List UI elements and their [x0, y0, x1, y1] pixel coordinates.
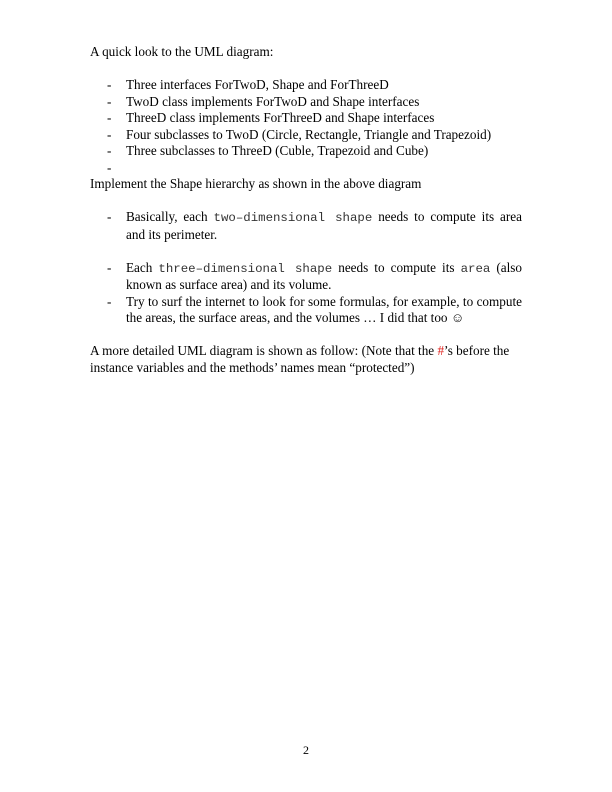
text-segment: Basically, each: [126, 209, 214, 224]
text-segment: (also known as surface area) and its volume.: [126, 259, 523, 292]
dash-bullet: -: [107, 93, 112, 109]
text-segment: needs to compute its area and its perimeter.: [126, 209, 523, 242]
list-item-text: Four subclasses to TwoD (Circle, Rectangle, Triangle and Trapezoid): [126, 126, 492, 142]
hash-symbol: #: [437, 343, 445, 358]
list-item-text: Three interfaces ForTwoD, Shape and ForThreeD: [126, 77, 389, 92]
text-segment: ’s before the instance variables and the methods’ names mean “protected”): [90, 343, 510, 375]
dash-bullet: -: [107, 77, 112, 92]
requirements-list: [90, 209, 522, 243]
dash-bullet: -: [107, 126, 112, 142]
list-item: [90, 260, 522, 294]
dash-bullet: -: [107, 293, 112, 309]
list-item: [90, 110, 522, 127]
detail-note-paragraph: [90, 343, 522, 376]
code-term: two–dimensional shape: [213, 211, 373, 225]
list-item-text: [126, 209, 522, 243]
text-segment: Each: [126, 259, 159, 275]
text-segment: A more detailed UML diagram is shown as follow: (Note that the: [90, 343, 438, 358]
list-item: [90, 294, 522, 327]
page-number: 2: [303, 743, 309, 757]
overview-list: [90, 77, 522, 176]
list-item: [90, 127, 522, 144]
dash-bullet: -: [107, 159, 112, 175]
list-item-text: ThreeD class implements ForThreeD and Shape interfaces: [126, 110, 435, 125]
requirements-list: [90, 260, 522, 327]
spacer: [90, 327, 522, 344]
list-item: [90, 143, 522, 160]
list-item-text: [126, 260, 522, 294]
smiley-icon: ☺: [450, 310, 465, 325]
dash-bullet: -: [107, 143, 112, 158]
list-item: [90, 94, 522, 111]
implement-paragraph: Implement the Shape hierarchy as shown in the above diagram: [90, 176, 422, 191]
spacer: [90, 243, 522, 260]
spacer: [90, 61, 522, 78]
list-item: [90, 77, 522, 94]
code-term: area: [460, 261, 491, 276]
page-content: [90, 44, 522, 376]
list-item-text: Three subclasses to ThreeD (Cuble, Trapezoid and Cube): [126, 143, 429, 158]
dash-bullet: -: [107, 259, 112, 275]
text-segment: Try to surf the internet to look for some formulas, for example, to compute the areas, the surface areas, and the volumes … I did that too: [126, 293, 522, 325]
dash-bullet: -: [107, 209, 112, 224]
intro-paragraph: A quick look to the UML diagram:: [90, 44, 274, 59]
list-item-text: TwoD class implements ForTwoD and Shape interfaces: [126, 93, 420, 109]
list-item-text: [126, 294, 522, 327]
list-item: [90, 160, 522, 177]
spacer: [90, 193, 522, 210]
text-segment: needs to compute its: [332, 259, 461, 275]
code-term: three–dimensional shape: [158, 261, 333, 276]
list-item: [90, 209, 522, 243]
dash-bullet: -: [107, 110, 112, 125]
